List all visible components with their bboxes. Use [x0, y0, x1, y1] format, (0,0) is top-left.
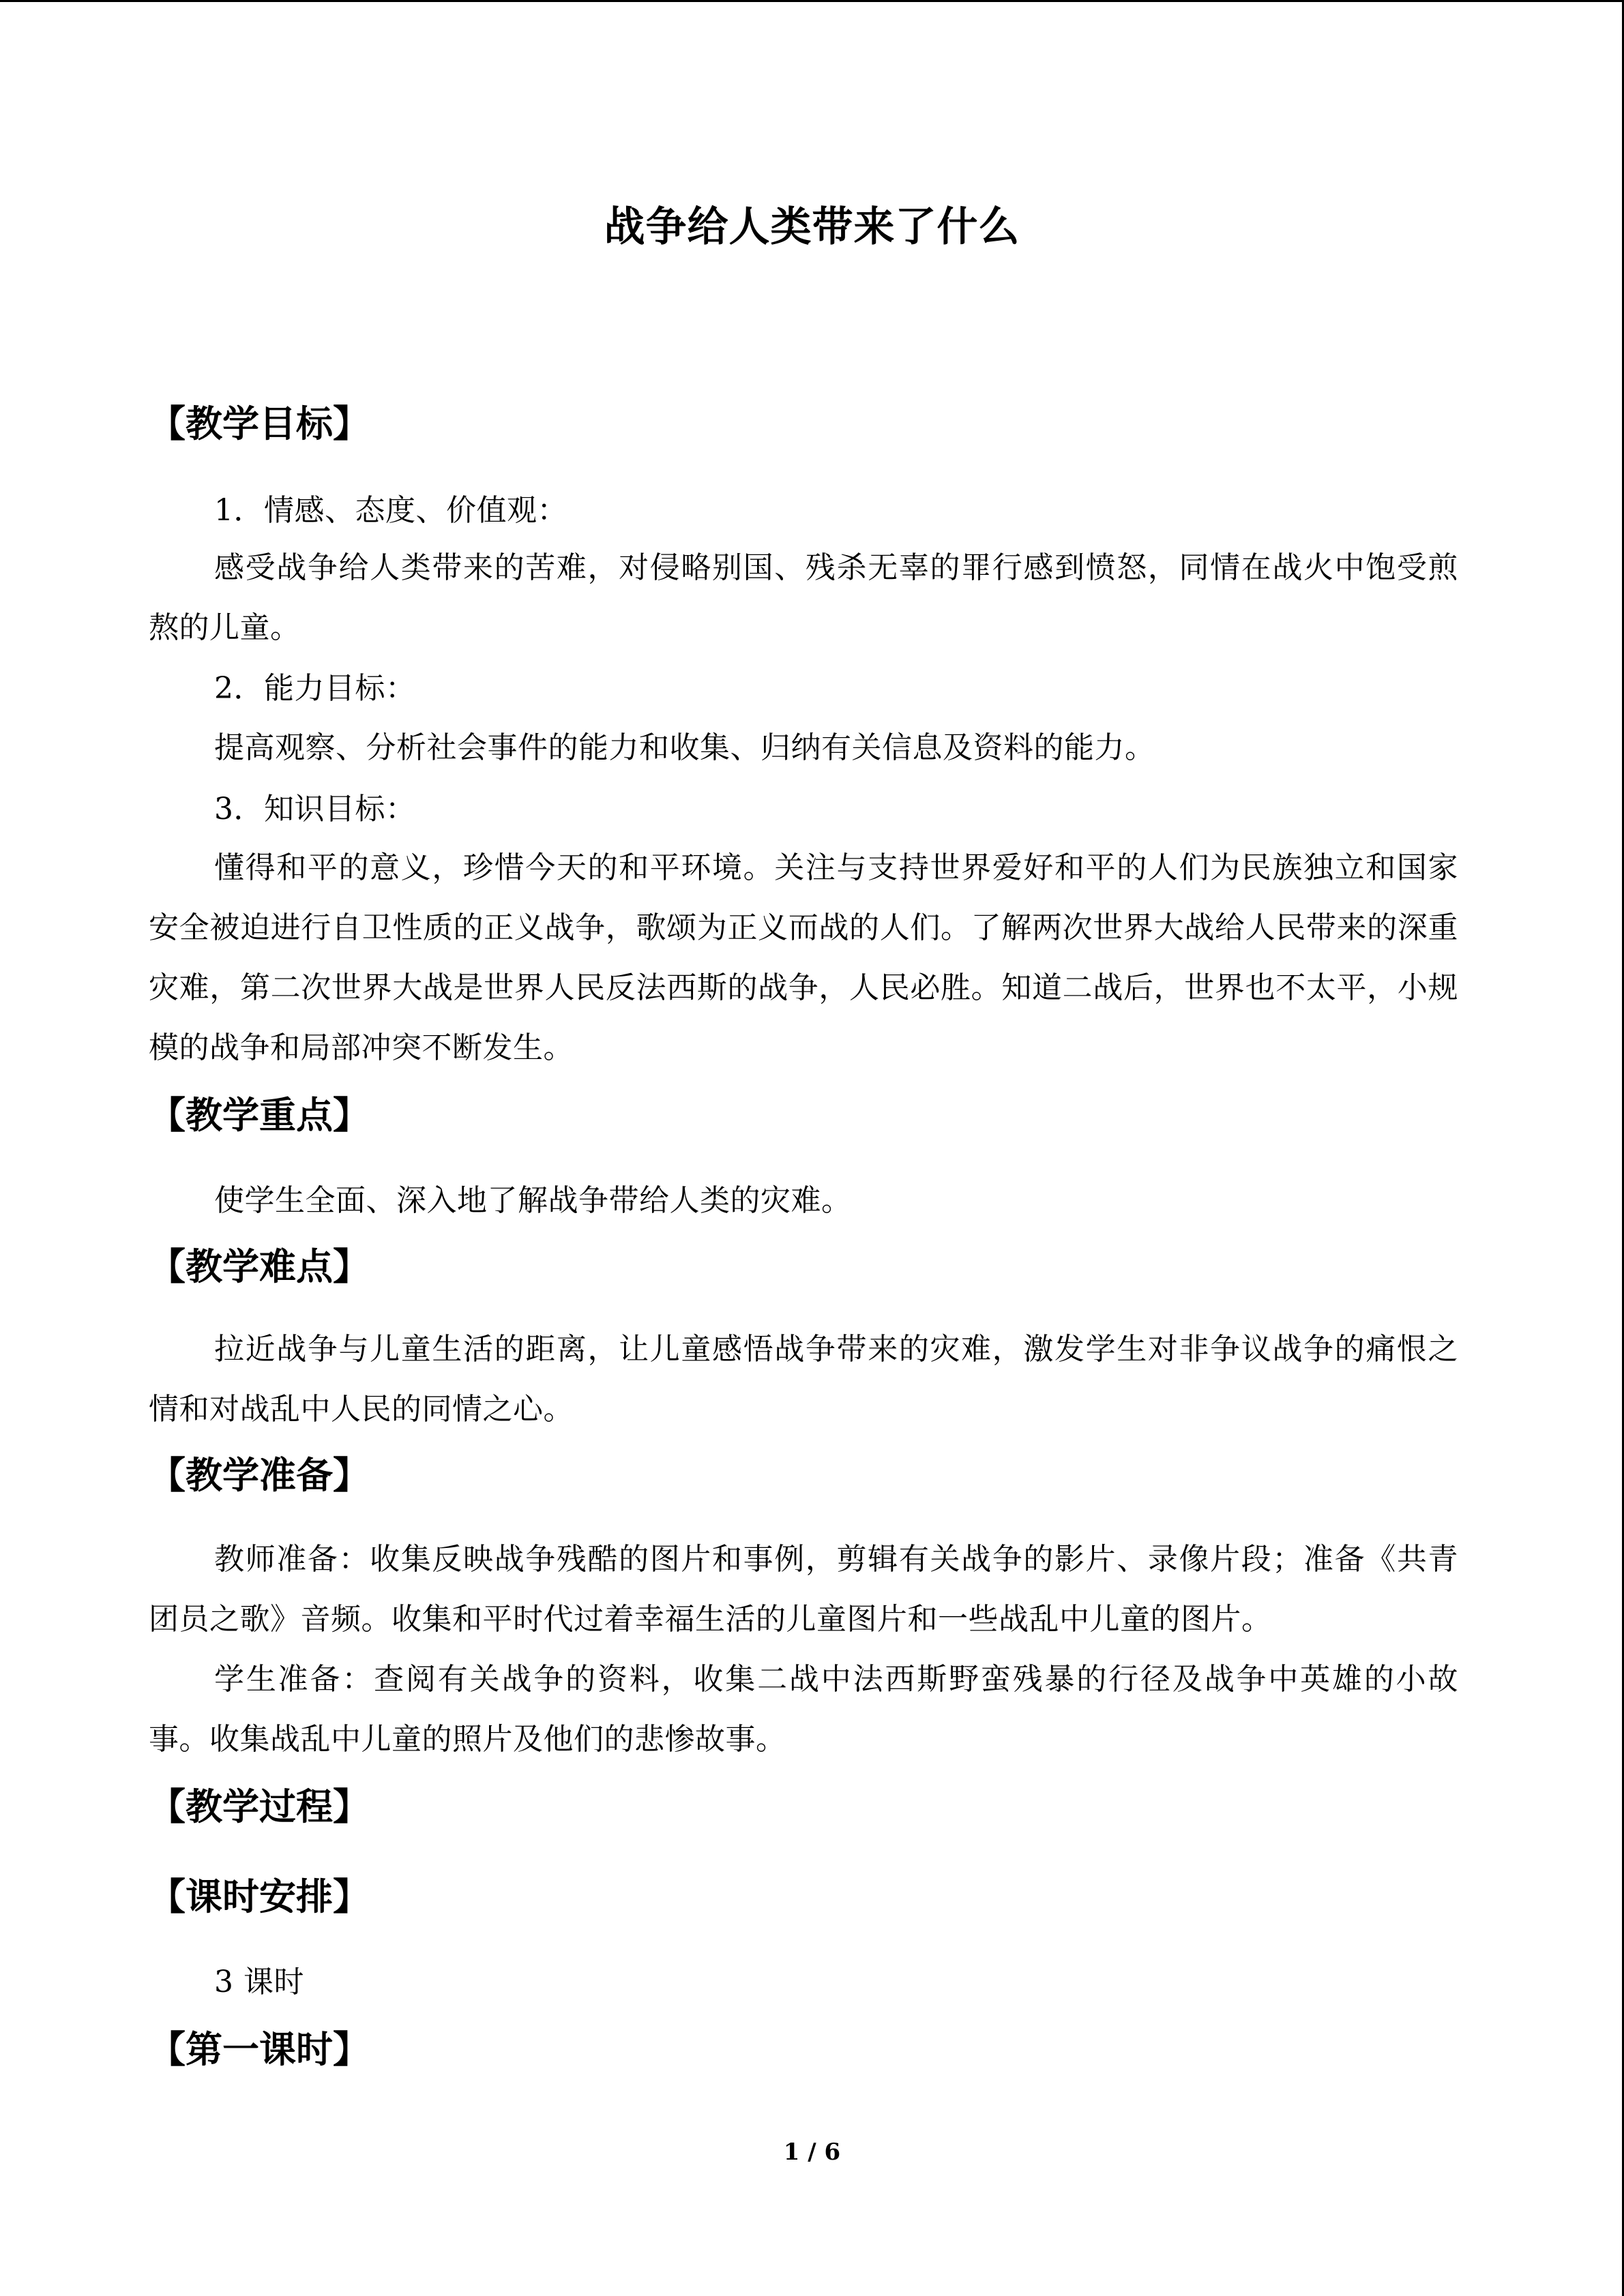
objective-3-label: 3．知识目标： — [214, 792, 416, 826]
section-heading-key-points: 【教学重点】 — [149, 1094, 370, 1137]
section-heading-objectives: 【教学目标】 — [149, 402, 370, 445]
objective-1-label: 1．情感、态度、价值观： — [214, 493, 567, 528]
preparation-teacher-text: 教师准备：收集反映战争残酷的图片和事例，剪辑有关战争的影片、录像片段；准备《共青团员之歌》音频。收集和平时代过着幸福生活的儿童图片和一些战乱中儿童的图片。 — [149, 1542, 1458, 1637]
section-heading-difficulties: 【教学难点】 — [149, 1245, 370, 1288]
objective-2-label: 2．能力目标： — [214, 671, 416, 706]
section-heading-schedule: 【课时安排】 — [149, 1875, 370, 1918]
section-heading-lesson-1: 【第一课时】 — [149, 2028, 370, 2071]
difficulties-text: 拉近战争与儿童生活的距离，让儿童感悟战争带来的灾难，激发学生对非争议战争的痛恨之情和对战乱中人民的同情之心。 — [149, 1332, 1458, 1427]
section-heading-process: 【教学过程】 — [149, 1785, 370, 1828]
objective-1-text: 感受战争给人类带来的苦难，对侵略别国、残杀无辜的罪行感到愤怒，同情在战火中饱受煎熬的儿童。 — [149, 550, 1458, 645]
schedule-text: 3 课时 — [214, 1965, 304, 1999]
objective-2-text: 提高观察、分析社会事件的能力和收集、归纳有关信息及资料的能力。 — [214, 730, 1155, 765]
key-points-text: 使学生全面、深入地了解战争带给人类的灾难。 — [214, 1183, 852, 1218]
section-heading-preparation: 【教学准备】 — [149, 1454, 370, 1497]
preparation-student-text: 学生准备：查阅有关战争的资料，收集二战中法西斯野蛮残暴的行径及战争中英雄的小故事。收集战乱中儿童的照片及他们的悲惨故事。 — [149, 1662, 1458, 1757]
document-title: 战争给人类带来了什么 — [604, 203, 1020, 251]
page-number: 1 / 6 — [783, 2138, 841, 2166]
objective-3-text: 懂得和平的意义，珍惜今天的和平环境。关注与支持世界爱好和平的人们为民族独立和国家安全被迫进行自卫性质的正义战争，歌颂为正义而战的人们。了解两次世界大战给人民带来的深重灾难，第二次世界大战是世界人民反法西斯的战争，人民必胜。知道二战后，世界也不太平，小规模的战争和局部冲突不断发生。 — [149, 850, 1458, 1065]
